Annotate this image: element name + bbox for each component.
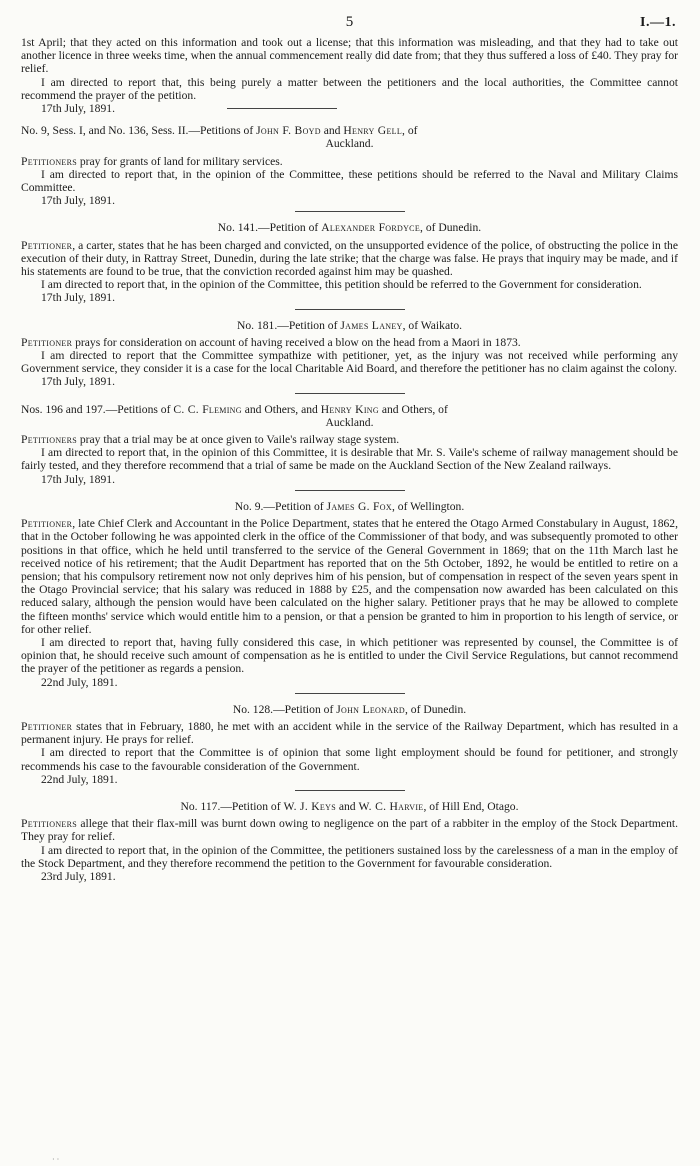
- section-divider: [295, 790, 405, 791]
- petitioner-name: Alexander Fordyce: [321, 221, 421, 235]
- petition-heading: No. 181.—Petition of James Laney, of Waikato.: [236, 318, 463, 332]
- page-header: [21, 14, 678, 36]
- petition-heading: No. 9.—Petition of James G. Fox, of Wellington.: [234, 499, 465, 513]
- report-date: 22nd July, 1891.: [41, 675, 118, 689]
- committee-report: I am directed to report that, in the opinion of this Committee, it is desirable that Mr. S. Vaile's scheme of railway management should be fairly tested, and they therefore recommend that a trial of same be made on the Auckland Section of the New Zealand railways.: [21, 446, 678, 473]
- petition-body: Petitioner prays for consideration on account of having received a blow on the head from a Maori in 1873.: [21, 335, 521, 349]
- petition-place: Auckland.: [325, 415, 374, 429]
- section-divider: [295, 211, 405, 212]
- page-number: 5: [345, 14, 354, 30]
- report-date: 17th July, 1891.: [41, 375, 115, 389]
- petitioner-name: James Laney: [340, 318, 403, 332]
- petition-heading: No. 141.—Petition of Alexander Fordyce, of Dunedin.: [217, 221, 482, 235]
- petition-body: Petitioners allege that their flax-mill was burnt down owing to negligence on the part of a rabbiter in the employ of the Stock Department. They pray for relief.: [21, 817, 678, 844]
- continued-date-row: [21, 102, 678, 115]
- section-divider: [295, 309, 405, 310]
- petition-section: [21, 221, 678, 309]
- report-date: 17th July, 1891.: [41, 291, 115, 305]
- petition-section: [21, 124, 678, 212]
- continued-date: 17th July, 1891.: [41, 102, 115, 116]
- report-date: 23rd July, 1891.: [41, 869, 116, 883]
- petitioner-name: John F. Boyd: [256, 124, 321, 138]
- report-date: 17th July, 1891.: [41, 472, 115, 486]
- petition-heading: No. 117.—Petition of W. J. Keys and W. C. Harvie, of Hill End, Otago.: [180, 799, 519, 813]
- section-divider: [295, 693, 405, 694]
- document-code: I.—1.: [640, 15, 676, 30]
- petitioner-name: John Leonard: [336, 702, 405, 716]
- section-divider: [227, 108, 337, 109]
- petition-section: [21, 500, 678, 694]
- petitioner-name: James G. Fox: [326, 499, 392, 513]
- continued-paragraph: 1st April; that they acted on this information and took out a license; that this information was misleading, and that they had to take out another licence in three weeks time, when the annual commencement really did date from; that they thus suffered a loss of £40. They pray for relief.: [21, 36, 678, 76]
- petitioner-name: C. C. Fleming: [173, 402, 242, 416]
- petition-section: [21, 800, 678, 883]
- petition-heading: No. 9, Sess. I, and No. 136, Sess. II.—Petitions of John F. Boyd and Henry Gell, of Auckland.: [21, 124, 678, 150]
- section-divider: [295, 490, 405, 491]
- petition-body: Petitioners pray that a trial may be at once given to Vaile's railway stage system.: [21, 433, 400, 447]
- petition-body: Petitioners pray for grants of land for military services.: [21, 154, 283, 168]
- committee-report: I am directed to report that, having fully considered this case, in which petitioner was represented by counsel, the Committee is of opinion that, he should receive such amount of compensation as he is entitled to under the Civil Service Regulations, but cannot recommend the prayer of the petitioner as regards a pension.: [21, 635, 678, 676]
- committee-report: I am directed to report that, in the opinion of the Committee, the petitioners sustained loss by the carelessness of a man in the employ of the Stock Department, and they therefore recommend the petition to the Government for favourable consideration.: [21, 843, 678, 870]
- petition-section: [21, 703, 678, 791]
- petitioner-name: W. C. Harvie: [358, 799, 424, 813]
- petition-section: [21, 403, 678, 491]
- petition-body: Petitioner states that in February, 1880, he met with an accident while in the service of the Railway Department, which has resulted in a permanent injury. He prays for relief.: [21, 719, 678, 747]
- petitioner-name: Henry King: [320, 402, 379, 416]
- petition-body: Petitioner, a carter, states that he has been charged and convicted, on the unsupported evidence of the police, of obstructing the police in the execution of their duty, in Rattray Street, Dunedin, during the late strike; that the charge was false. He prays that inquiry may be made, and if his statements are found to be true, that the conviction recorded against him may be quashed.: [21, 238, 678, 279]
- petition-heading: No. 128.—Petition of John Leonard, of Dunedin.: [232, 702, 467, 716]
- petition-section: [21, 319, 678, 394]
- continued-report: I am directed to report that, this being purely a matter between the petitioners and the local authorities, the Committee cannot recommend the prayer of the petition.: [21, 75, 678, 102]
- petition-body: Petitioner, late Chief Clerk and Accountant in the Police Department, states that he entered the Otago Armed Constabulary in August, 1862, that in the October following he was appointed clerk in the office of the Commissioner of that body, and was subsequently promoted to other positions in that office, which he held until transferred to the service of the General Government in 1869; that on the 11th March last he received notice of his retirement; that the Audit Department has reported that on the 5th October, 1892, he would be entitled to retire on a pension; that his compulsory retirement now not only deprives him of his pension, but of compensation in respect of the seven years spent in the Otago Provincial service; that his salary was reduced in 1888 by £25, and the compensation now awarded has been calculated on this reduced salary, although the pension would have been calculated on the higher salary. Petitioner prays that he may be allowed to complete the fifteen months' service which would entitle him to a pension, or that a pension be granted to him in proportion to his length of service, or for other relief.: [21, 517, 678, 636]
- report-date: 22nd July, 1891.: [41, 772, 118, 786]
- petitioner-name: W. J. Keys: [283, 799, 336, 813]
- committee-report: I am directed to report that, in the opinion of the Committee, these petitions should be referred to the Naval and Military Claims Committee.: [21, 167, 678, 195]
- petition-heading: Nos. 196 and 197.—Petitions of C. C. Fleming and Others, and Henry King and Others, of Auckland.: [21, 403, 678, 429]
- scan-speck: · ·: [52, 1155, 60, 1164]
- section-divider: [295, 393, 405, 394]
- petitioner-name: Henry Gell: [343, 124, 403, 138]
- committee-report: I am directed to report that, in the opinion of the Committee, this petition should be referred to the Government for consideration.: [41, 278, 642, 292]
- petition-place: Auckland.: [325, 137, 374, 151]
- report-date: 17th July, 1891.: [41, 194, 115, 208]
- committee-report: I am directed to report that the Committee is of opinion that some light employment should be found for petitioner, and strongly recommends his case to the favourable consideration of the Government.: [21, 746, 678, 773]
- committee-report: I am directed to report that the Committee sympathize with petitioner, yet, as the injury was not received while performing any Government service, they consider it is a case for the local Charitable Aid Board, and therefore the petitioner has no claim against the colony.: [21, 349, 678, 376]
